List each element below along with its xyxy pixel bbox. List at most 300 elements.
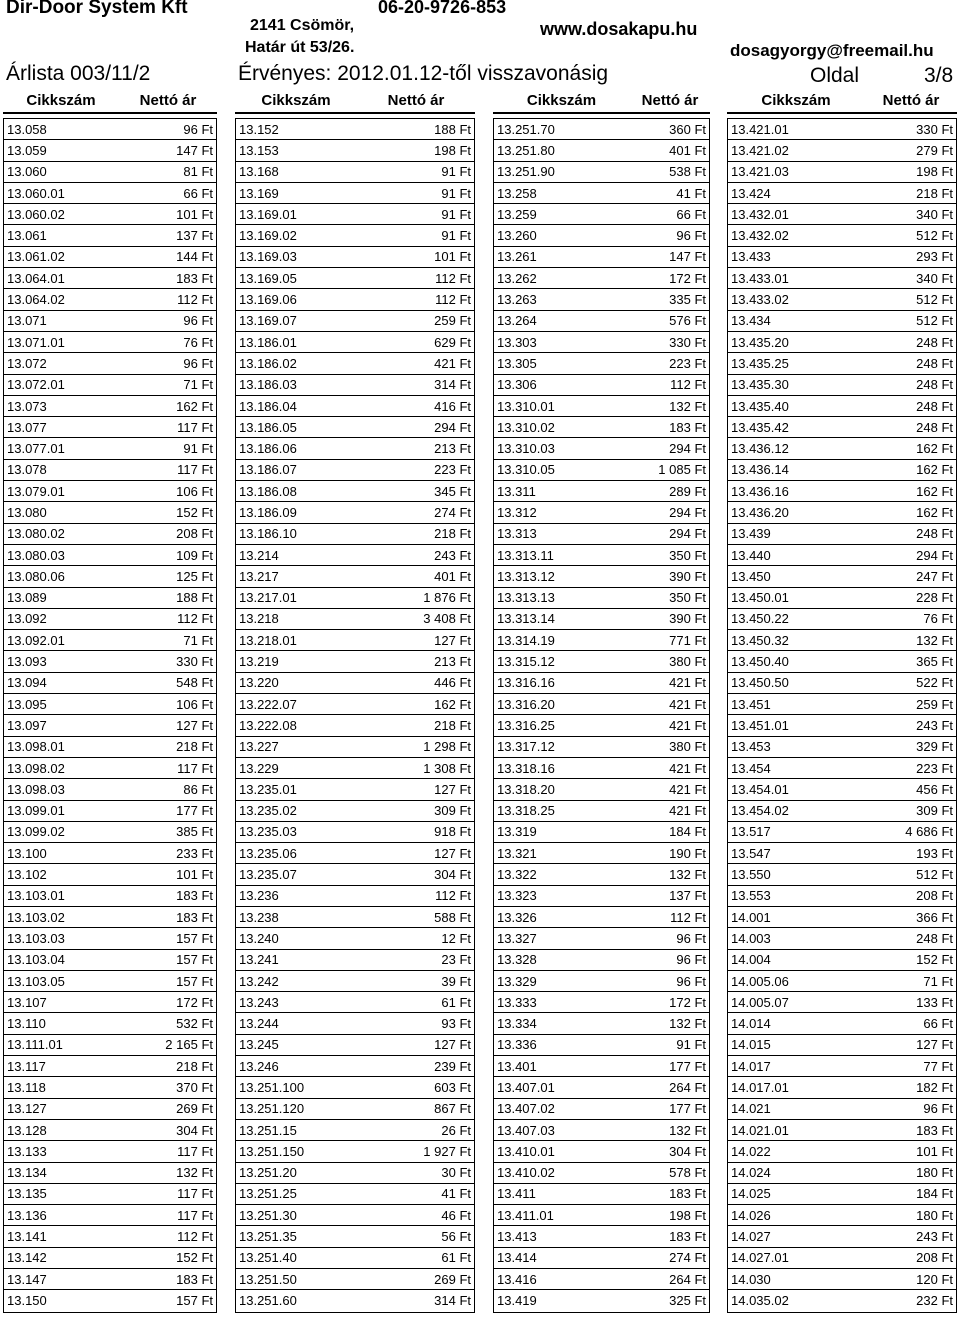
item-code: 13.136 [7, 1207, 47, 1223]
table-row [494, 502, 709, 523]
item-price: 274 Ft [434, 504, 471, 520]
item-price: 269 Ft [434, 1271, 471, 1287]
table-row [236, 609, 474, 630]
item-code: 13.251.40 [239, 1250, 297, 1266]
item-code: 13.092.01 [7, 632, 65, 648]
table-header [493, 89, 710, 114]
item-price: 66 Ft [923, 1016, 953, 1032]
item-code: 13.326 [497, 909, 537, 925]
table-row [494, 1120, 709, 1141]
table-row [494, 438, 709, 459]
table-row [236, 992, 474, 1013]
item-price: 279 Ft [916, 142, 953, 158]
item-code: 13.061 [7, 228, 47, 244]
table-row [494, 609, 709, 630]
item-code: 13.435.42 [731, 419, 789, 435]
item-code: 13.262 [497, 270, 537, 286]
table-row [494, 1056, 709, 1077]
table-row [4, 502, 216, 523]
table-row [728, 1013, 956, 1034]
item-code: 14.017 [731, 1058, 771, 1074]
item-code: 13.251.70 [497, 121, 555, 137]
item-code: 13.258 [497, 185, 537, 201]
table-row [236, 247, 474, 268]
table-row [4, 651, 216, 672]
table-row [4, 140, 216, 161]
item-code: 13.103.05 [7, 973, 65, 989]
table-row [4, 864, 216, 885]
item-price: 127 Ft [434, 632, 471, 648]
item-price: 370 Ft [176, 1080, 213, 1095]
item-code: 13.169.06 [239, 292, 297, 308]
item-code: 13.319 [497, 824, 537, 840]
table-row [494, 162, 709, 183]
item-code: 13.236 [239, 888, 279, 904]
item-price: 576 Ft [669, 313, 706, 329]
item-code: 13.072.01 [7, 377, 65, 393]
table-row [4, 1099, 216, 1120]
table-row [4, 694, 216, 715]
item-code: 14.005.06 [731, 973, 789, 989]
table-row [494, 694, 709, 715]
item-code: 13.316.20 [497, 696, 555, 712]
item-price: 112 Ft [670, 377, 706, 393]
table-row [236, 588, 474, 609]
table-row [494, 1013, 709, 1034]
table-row [728, 332, 956, 353]
item-price: 183 Ft [669, 1186, 706, 1202]
item-price: 289 Ft [669, 483, 706, 499]
item-code: 14.027.01 [731, 1250, 789, 1266]
item-code: 13.411.01 [497, 1207, 554, 1223]
table-row [4, 566, 216, 587]
table-row [236, 737, 474, 758]
item-price: 106 Ft [176, 483, 213, 499]
item-price: 390 Ft [669, 611, 706, 627]
price-column-header: Nettó ár [387, 92, 445, 109]
item-code: 14.035.02 [731, 1293, 789, 1309]
item-price: 183 Ft [176, 270, 213, 286]
item-code: 14.005.07 [731, 994, 789, 1010]
table-row [494, 460, 709, 481]
item-price: 188 Ft [176, 590, 213, 606]
item-price: 304 Ft [434, 867, 471, 883]
table-header [235, 89, 475, 114]
item-code: 13.414 [497, 1250, 537, 1266]
table-row [728, 1163, 956, 1184]
table-row [728, 801, 956, 822]
table-row [728, 481, 956, 502]
table-row [236, 864, 474, 885]
table-row [4, 886, 216, 907]
table-row [494, 566, 709, 587]
item-code: 13.433.02 [731, 292, 789, 308]
item-price: 162 Ft [916, 462, 953, 478]
item-price: 177 Ft [669, 1101, 706, 1117]
item-price: 101 Ft [176, 867, 213, 883]
table-row [4, 460, 216, 481]
table-row [236, 566, 474, 587]
item-code: 13.152 [239, 121, 279, 137]
table-row [4, 1120, 216, 1141]
item-price: 293 Ft [916, 249, 953, 265]
item-price: 340 Ft [916, 270, 953, 286]
item-price: 259 Ft [916, 696, 953, 712]
item-price: 177 Ft [176, 803, 213, 819]
item-code: 13.336 [497, 1037, 537, 1053]
table-row [236, 630, 474, 651]
table-row [494, 1248, 709, 1269]
table-row [728, 247, 956, 268]
item-code: 13.077 [7, 419, 47, 435]
item-price: 243 Ft [434, 547, 471, 563]
item-price: 294 Ft [669, 504, 706, 520]
table-row [236, 1120, 474, 1141]
item-price: 96 Ft [676, 952, 706, 968]
table-row [728, 886, 956, 907]
table-row [236, 651, 474, 672]
table-row [494, 1099, 709, 1120]
table-row [4, 119, 216, 140]
item-code: 13.186.10 [239, 526, 297, 542]
item-code: 13.222.08 [239, 717, 297, 733]
item-code: 13.454 [731, 760, 771, 776]
item-code: 13.251.25 [239, 1186, 297, 1202]
table-row [236, 886, 474, 907]
item-price: 30 Ft [441, 1165, 471, 1181]
item-price: 117 Ft [177, 419, 213, 435]
code-column-header: Cikkszám [761, 92, 831, 109]
item-code: 14.026 [731, 1207, 771, 1223]
item-price: 248 Ft [916, 930, 953, 946]
item-price: 2 165 Ft [165, 1037, 213, 1053]
item-code: 13.229 [239, 760, 279, 776]
item-price: 335 Ft [669, 292, 706, 308]
item-price: 218 Ft [176, 1058, 213, 1074]
item-code: 13.410.01 [497, 1143, 555, 1159]
table-row [494, 588, 709, 609]
item-code: 13.440 [731, 547, 771, 563]
item-code: 13.244 [239, 1016, 279, 1032]
company-website: www.dosakapu.hu [540, 19, 698, 39]
item-code: 13.421.01 [731, 121, 789, 137]
item-price: 421 Ft [434, 355, 471, 371]
validity-text: Érvényes: 2012.01.12-től visszavonásig [238, 62, 609, 85]
item-price: 330 Ft [176, 654, 213, 670]
table-row [728, 737, 956, 758]
item-code: 13.263 [497, 292, 537, 308]
item-code: 13.073 [7, 398, 47, 414]
item-price: 172 Ft [176, 994, 213, 1010]
table-row [4, 907, 216, 928]
item-price: 120 Ft [916, 1271, 953, 1287]
item-price: 1 308 Ft [423, 760, 471, 776]
table-row [236, 1099, 474, 1120]
item-price: 101 Ft [176, 206, 213, 222]
item-price: 213 Ft [434, 441, 471, 457]
item-price: 112 Ft [435, 270, 471, 286]
item-price: 127 Ft [434, 1037, 471, 1053]
table-row [4, 289, 216, 310]
item-code: 13.317.12 [497, 739, 555, 755]
table-row [236, 1290, 474, 1311]
item-price: 125 Ft [176, 568, 213, 584]
table-row [728, 1205, 956, 1226]
item-code: 13.310.03 [497, 441, 555, 457]
item-code: 13.313 [497, 526, 537, 542]
item-price: 248 Ft [916, 334, 953, 350]
table-row [494, 950, 709, 971]
table-row [728, 928, 956, 949]
table-row [494, 375, 709, 396]
table-row [4, 1013, 216, 1034]
item-code: 13.117 [7, 1058, 46, 1074]
item-code: 13.186.06 [239, 441, 297, 457]
item-price: 144 Ft [176, 249, 213, 265]
table-row [236, 950, 474, 971]
item-price: 1 927 Ft [423, 1143, 471, 1159]
item-price: 162 Ft [434, 696, 471, 712]
item-price: 112 Ft [177, 292, 213, 308]
item-price: 233 Ft [176, 845, 213, 861]
item-code: 13.127 [7, 1101, 47, 1117]
item-code: 13.098.03 [7, 781, 65, 797]
table-row [728, 1056, 956, 1077]
item-code: 13.453 [731, 739, 771, 755]
table-row [494, 651, 709, 672]
item-code: 13.220 [239, 675, 279, 691]
table-row [4, 1226, 216, 1247]
item-price: 147 Ft [176, 142, 213, 158]
table-row [4, 332, 216, 353]
table-row [728, 545, 956, 566]
table-row [4, 1035, 216, 1056]
table-row [494, 481, 709, 502]
table-body [235, 118, 475, 1313]
item-code: 13.168 [239, 164, 279, 180]
item-code: 13.318.25 [497, 803, 555, 819]
table-row [728, 1248, 956, 1269]
item-code: 13.450.50 [731, 675, 789, 691]
table-row [494, 864, 709, 885]
item-price: 132 Ft [916, 632, 953, 648]
table-row [494, 417, 709, 438]
table-row [4, 417, 216, 438]
item-code: 13.251.35 [239, 1229, 297, 1245]
table-row [236, 375, 474, 396]
table-row [728, 353, 956, 374]
company-city: 2141 Csömör, [250, 17, 355, 34]
table-row [728, 1035, 956, 1056]
item-code: 13.169.02 [239, 228, 297, 244]
item-code: 13.153 [239, 142, 279, 158]
item-code: 13.436.14 [731, 462, 789, 478]
pricelist-title: Árlista 003/11/2 [6, 62, 151, 85]
table-row [4, 822, 216, 843]
table-row [236, 119, 474, 140]
item-code: 13.316.16 [497, 675, 555, 691]
table-row [236, 524, 474, 545]
item-code: 13.407.02 [497, 1101, 555, 1117]
table-row [236, 204, 474, 225]
table-row [494, 630, 709, 651]
item-code: 13.099.02 [7, 824, 65, 840]
item-code: 13.439 [731, 526, 771, 542]
item-price: 76 Ft [923, 611, 953, 627]
item-price: 190 Ft [669, 845, 706, 861]
item-price: 314 Ft [434, 377, 471, 393]
item-price: 96 Ft [183, 121, 213, 137]
item-price: 512 Ft [916, 228, 953, 244]
item-code: 13.147 [7, 1271, 47, 1287]
table-row [728, 588, 956, 609]
item-code: 13.333 [497, 994, 537, 1010]
item-code: 13.321 [497, 845, 537, 861]
item-code: 13.080.06 [7, 568, 65, 584]
item-code: 13.306 [497, 377, 537, 393]
table-row [728, 907, 956, 928]
item-code: 13.077.01 [7, 441, 65, 457]
table-body [727, 118, 957, 1313]
table-row [494, 928, 709, 949]
table-row [494, 779, 709, 800]
item-price: 603 Ft [434, 1080, 471, 1095]
item-code: 13.118 [7, 1080, 46, 1095]
table-row [236, 1056, 474, 1077]
table-header [3, 89, 217, 114]
table-row [4, 481, 216, 502]
item-price: 1 876 Ft [423, 590, 471, 606]
table-row [236, 673, 474, 694]
item-price: 117 Ft [177, 1186, 213, 1202]
item-code: 13.218 [239, 611, 279, 627]
item-price: 132 Ft [176, 1165, 213, 1181]
table-row [728, 119, 956, 140]
table-row [4, 1290, 216, 1311]
item-code: 13.547 [731, 845, 771, 861]
item-code: 13.071 [7, 313, 47, 329]
item-code: 13.241 [239, 952, 279, 968]
item-price: 91 Ft [441, 228, 471, 244]
table-row [4, 801, 216, 822]
table-row [728, 673, 956, 694]
item-code: 13.454.02 [731, 803, 789, 819]
item-price: 93 Ft [441, 1016, 471, 1032]
table-row [728, 779, 956, 800]
item-price: 228 Ft [916, 590, 953, 606]
table-row [728, 843, 956, 864]
table-row [4, 268, 216, 289]
table-row [728, 971, 956, 992]
table-row [494, 843, 709, 864]
item-code: 13.251.150 [239, 1143, 305, 1159]
table-row [4, 779, 216, 800]
item-code: 13.060.02 [7, 206, 65, 222]
item-code: 13.251.120 [239, 1101, 305, 1117]
table-row [4, 396, 216, 417]
table-row [494, 545, 709, 566]
item-code: 13.451 [731, 696, 771, 712]
table-row [494, 140, 709, 161]
table-row [728, 1077, 956, 1098]
item-code: 13.413 [497, 1229, 537, 1245]
item-price: 172 Ft [669, 994, 706, 1010]
table-row [728, 950, 956, 971]
table-row [728, 1226, 956, 1247]
item-code: 13.327 [497, 930, 537, 946]
item-code: 13.060.01 [7, 185, 65, 201]
table-row [4, 992, 216, 1013]
item-code: 13.169.03 [239, 249, 297, 265]
item-price: 86 Ft [183, 781, 213, 797]
item-code: 13.103.02 [7, 909, 65, 925]
table-row [236, 225, 474, 246]
item-code: 13.150 [7, 1293, 47, 1309]
item-code: 13.315.12 [497, 654, 555, 670]
item-code: 13.436.20 [731, 504, 789, 520]
item-price: 512 Ft [916, 313, 953, 329]
item-price: 360 Ft [669, 121, 706, 137]
item-code: 13.080 [7, 504, 47, 520]
table-row [728, 715, 956, 736]
item-price: 421 Ft [669, 696, 706, 712]
item-code: 13.313.11 [497, 547, 554, 563]
item-code: 13.310.02 [497, 419, 555, 435]
item-price: 39 Ft [441, 973, 471, 989]
item-code: 14.022 [731, 1143, 771, 1159]
item-code: 13.553 [731, 888, 771, 904]
item-price: 81 Ft [183, 164, 213, 180]
item-price: 248 Ft [916, 377, 953, 393]
item-code: 13.186.09 [239, 504, 297, 520]
item-price: 133 Ft [916, 994, 953, 1010]
item-price: 538 Ft [669, 164, 706, 180]
item-price: 183 Ft [176, 909, 213, 925]
item-code: 13.242 [239, 973, 279, 989]
item-code: 13.169.01 [239, 206, 297, 222]
item-code: 13.251.80 [497, 142, 555, 158]
item-price: 380 Ft [669, 739, 706, 755]
item-code: 13.060 [7, 164, 47, 180]
table-row [4, 1163, 216, 1184]
item-price: 157 Ft [176, 973, 213, 989]
item-price: 152 Ft [916, 952, 953, 968]
table-row [494, 396, 709, 417]
item-price: 132 Ft [669, 1122, 706, 1138]
item-price: 198 Ft [434, 142, 471, 158]
item-code: 13.098.02 [7, 760, 65, 776]
item-price: 41 Ft [441, 1186, 471, 1202]
item-code: 13.235.03 [239, 824, 297, 840]
item-price: 223 Ft [916, 760, 953, 776]
item-code: 13.312 [497, 504, 537, 520]
item-code: 13.259 [497, 206, 537, 222]
item-code: 13.169 [239, 185, 279, 201]
item-price: 198 Ft [669, 1207, 706, 1223]
code-column-header: Cikkszám [526, 92, 597, 109]
item-code: 13.097 [7, 717, 47, 733]
item-code: 13.072 [7, 355, 47, 371]
item-price: 309 Ft [434, 803, 471, 819]
item-code: 13.424 [731, 185, 771, 201]
table-row [494, 971, 709, 992]
item-price: 208 Ft [916, 1250, 953, 1266]
item-code: 13.103.01 [7, 888, 65, 904]
item-code: 14.015 [731, 1037, 771, 1053]
item-price: 330 Ft [669, 334, 706, 350]
table-row [236, 715, 474, 736]
item-code: 13.416 [497, 1271, 537, 1287]
